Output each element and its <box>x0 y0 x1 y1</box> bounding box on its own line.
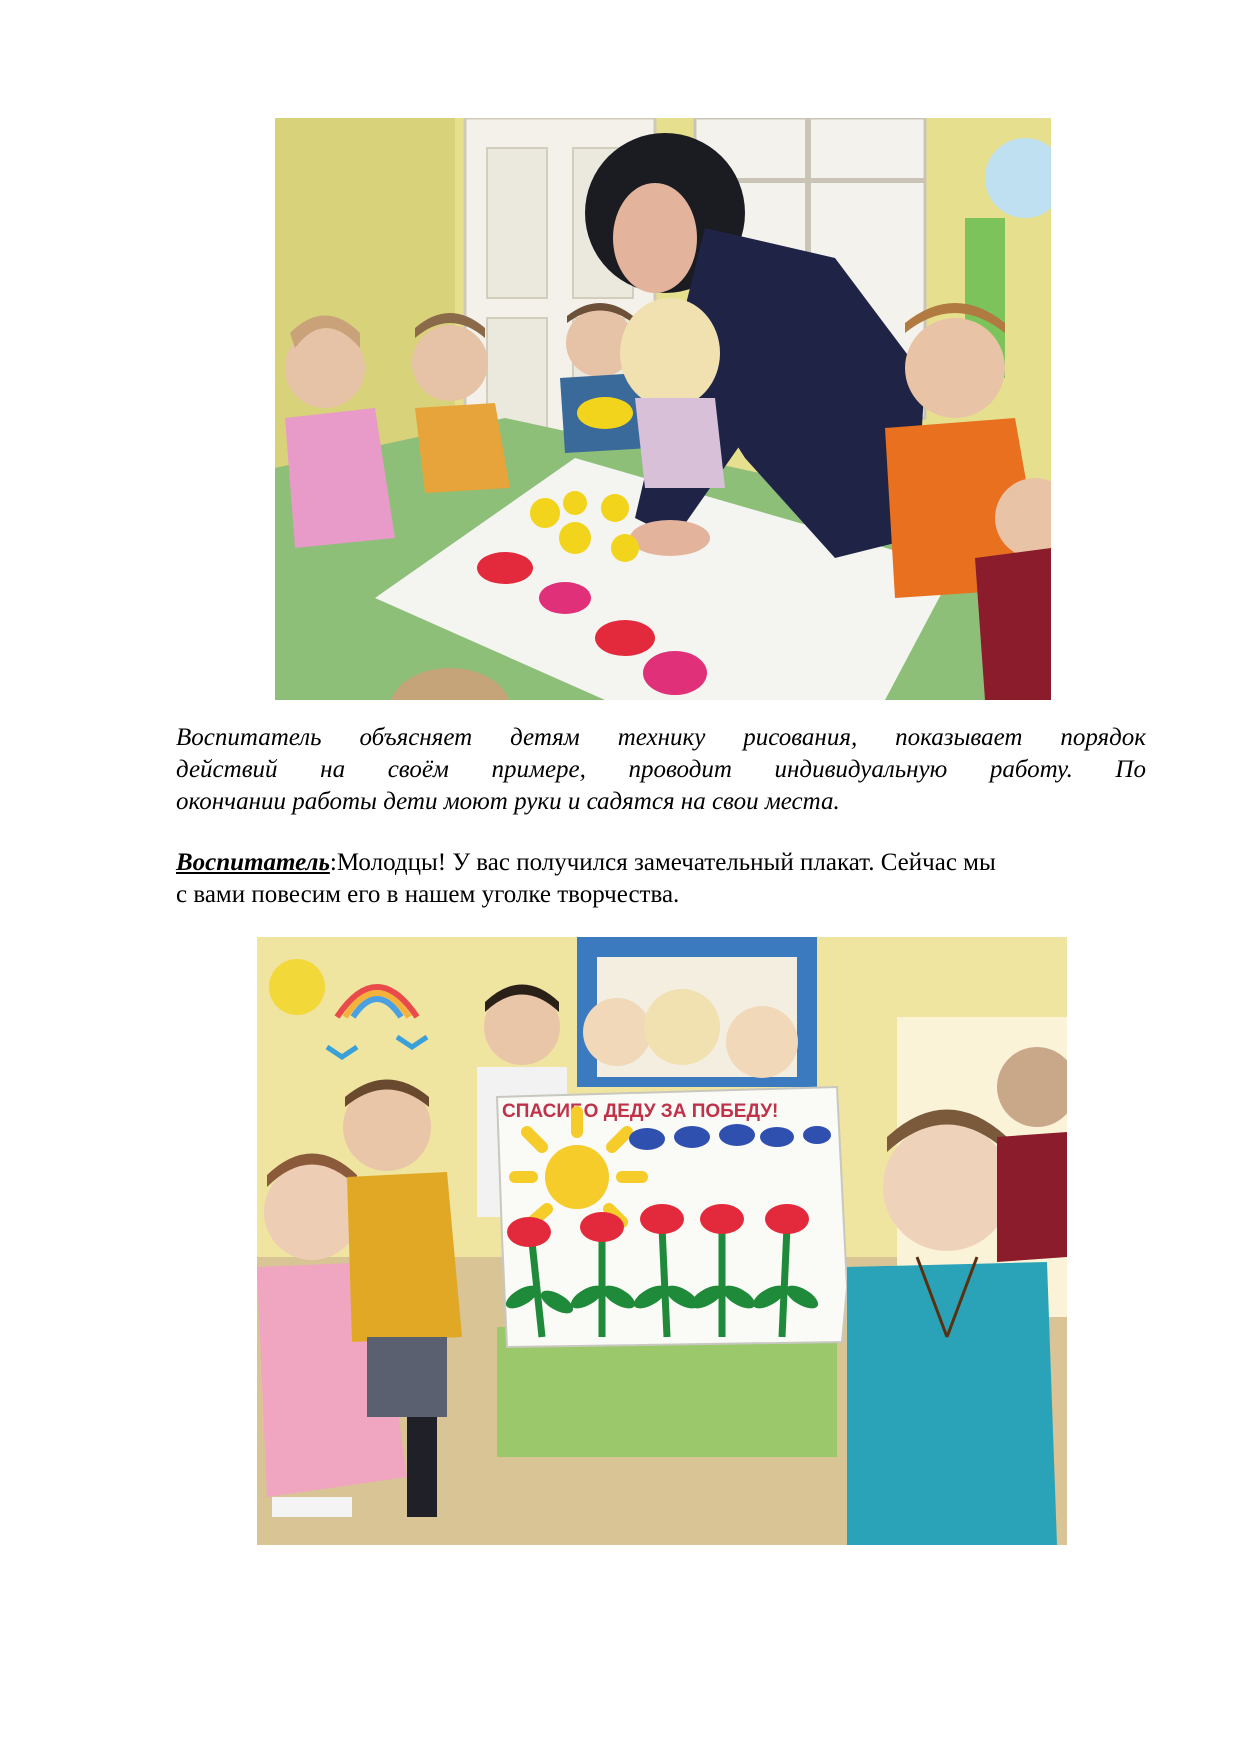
teacher-speech-paragraph <box>176 847 1146 911</box>
caption-line: Воспитатель объясняет детям технику рисования, показывает порядок <box>176 724 1146 751</box>
speech-line: Молодцы! У вас получился замечательный плакат. Сейчас мы <box>336 849 996 876</box>
caption-paragraph <box>176 722 1146 818</box>
caption-line: действий на своём примере, проводит индивидуальную работу. По <box>176 756 1146 783</box>
caption-line: окончании работы дети моют руки и садятся на свои места. <box>176 788 840 815</box>
children-with-poster-photo <box>257 937 1067 1545</box>
speech-line: с вами повесим его в нашем уголке творчества. <box>176 881 680 908</box>
classroom-photo-illustration <box>275 118 1051 700</box>
speaker-separator: : <box>329 849 337 876</box>
classroom-photo-teacher <box>275 118 1051 700</box>
poster-photo-illustration <box>257 937 1067 1545</box>
poster-banner-text: СПАСИБО ДЕДУ ЗА ПОБЕДУ! <box>502 1101 779 1122</box>
speaker-label: Воспитатель <box>176 849 330 876</box>
